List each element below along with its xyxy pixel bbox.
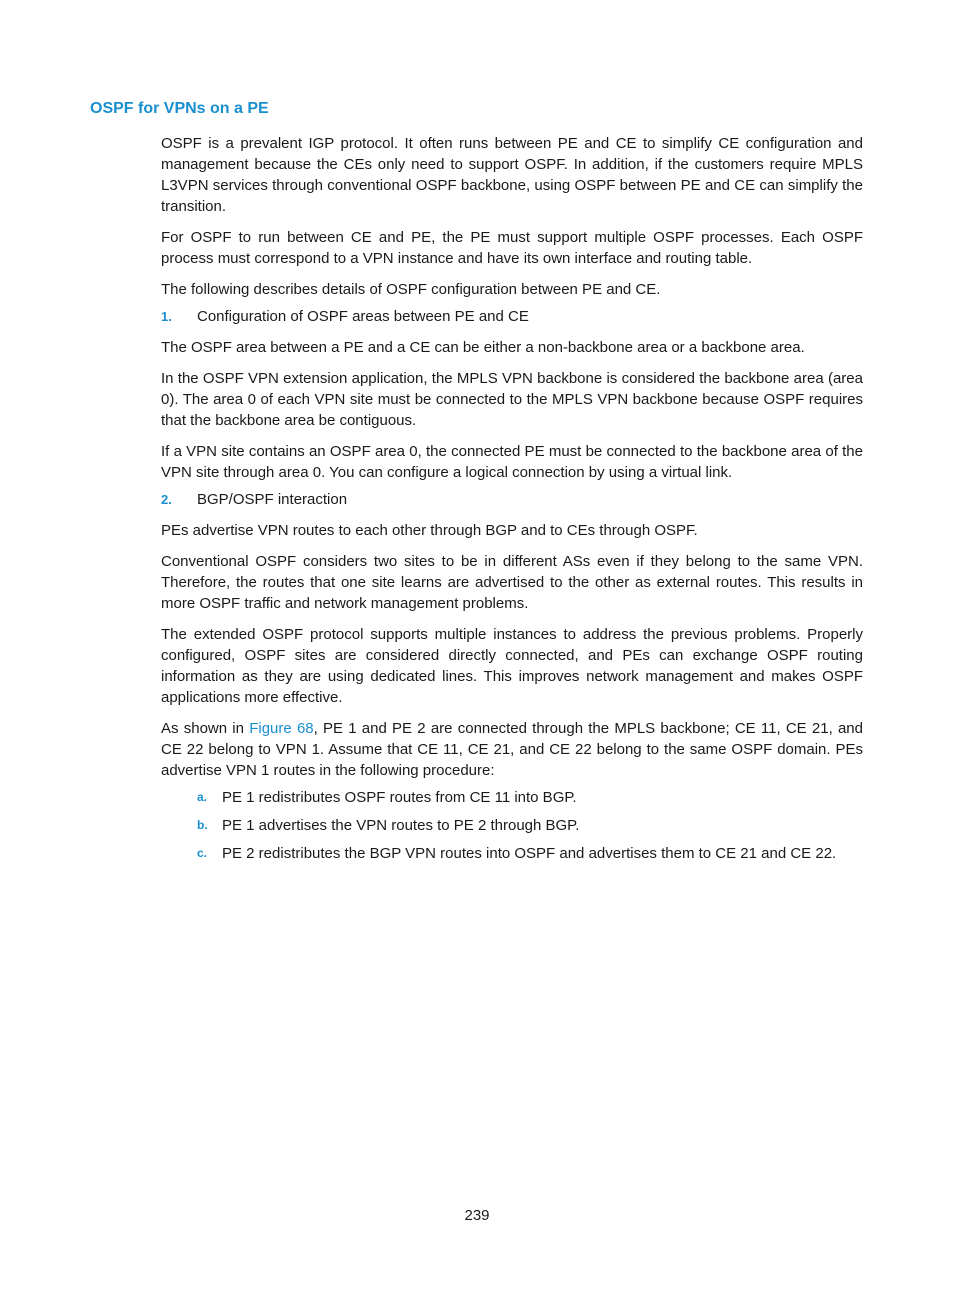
paragraph-details: The following describes details of OSPF configuration between PE and CE. <box>161 281 661 298</box>
numbered-item-1 <box>161 306 863 327</box>
step-text: PE 1 redistributes OSPF routes from CE 11 into BGP. <box>222 789 577 806</box>
list-item-text: Configuration of OSPF areas between PE and CE <box>197 308 529 325</box>
figure-68-link[interactable]: Figure 68 <box>249 720 314 737</box>
step-letter: b. <box>197 818 208 832</box>
paragraph-figure-ref <box>161 718 863 781</box>
paragraph-advertise: PEs advertise VPN routes to each other through BGP and to CEs through OSPF. <box>161 522 698 539</box>
paragraph-extended: The extended OSPF protocol supports multiple instances to address the previous problems. Properly configured, OSPF sites are considered directly connected, and PEs can exchange OSPF routing information as they are using dedicated lines. This improves network management and makes OSPF applications more effective. <box>161 626 863 706</box>
step-b <box>197 815 863 836</box>
step-text: PE 2 redistributes the BGP VPN routes into OSPF and advertises them to CE 21 and CE 22. <box>222 845 837 862</box>
paragraph-extension: In the OSPF VPN extension application, the MPLS VPN backbone is considered the backbone area (area 0). The area 0 of each VPN site must be connected to the MPLS VPN backbone because OSPF requires that the backbone area be contiguous. <box>161 370 863 429</box>
step-letter: a. <box>197 790 208 804</box>
list-item-text: BGP/OSPF interaction <box>197 491 348 508</box>
text-segment: , PE 1 and PE 2 are connected through the MPLS backbone; CE 11, CE 21, and CE 22 belong to VPN 1. Assume that CE 11, CE 21, and CE 22 belong to the same OSPF domain. PEs advertise VPN 1 routes in the following procedure: <box>161 720 863 779</box>
page-number: 239 <box>464 1207 490 1224</box>
paragraph-virtual-link: If a VPN site contains an OSPF area 0, the connected PE must be connected to the backbone area of the VPN site through area 0. You can configure a logical connection by using a virtual link. <box>161 443 863 481</box>
list-number: 2. <box>161 492 172 507</box>
text-segment: As shown in <box>161 720 250 737</box>
step-text: PE 1 advertises the VPN routes to PE 2 through BGP. <box>222 817 580 834</box>
step-c <box>197 843 863 864</box>
step-letter: c. <box>197 846 208 860</box>
numbered-item-2 <box>161 489 863 510</box>
paragraph-intro: OSPF is a prevalent IGP protocol. It often runs between PE and CE to simplify CE configuration and management because the CEs only need to support OSPF. In addition, if the customers require MPLS L3VPN services through conventional OSPF backbone, using OSPF between PE and CE can simplify the transition. <box>161 135 863 215</box>
list-number: 1. <box>161 309 172 324</box>
document-body <box>161 133 863 874</box>
section-title: OSPF for VPNs on a PE <box>90 100 269 117</box>
paragraph-conventional: Conventional OSPF considers two sites to be in different ASs even if they belong to the same VPN. Therefore, the routes that one site learns are advertised to the other as external routes. This results in more OSPF traffic and network management problems. <box>161 553 863 612</box>
paragraph-processes: For OSPF to run between CE and PE, the PE must support multiple OSPF processes. Each OSPF process must correspond to a VPN instance and have its own interface and routing table. <box>161 229 863 267</box>
step-a <box>197 787 863 808</box>
paragraph-area: The OSPF area between a PE and a CE can be either a non-backbone area or a backbone area. <box>161 339 805 356</box>
